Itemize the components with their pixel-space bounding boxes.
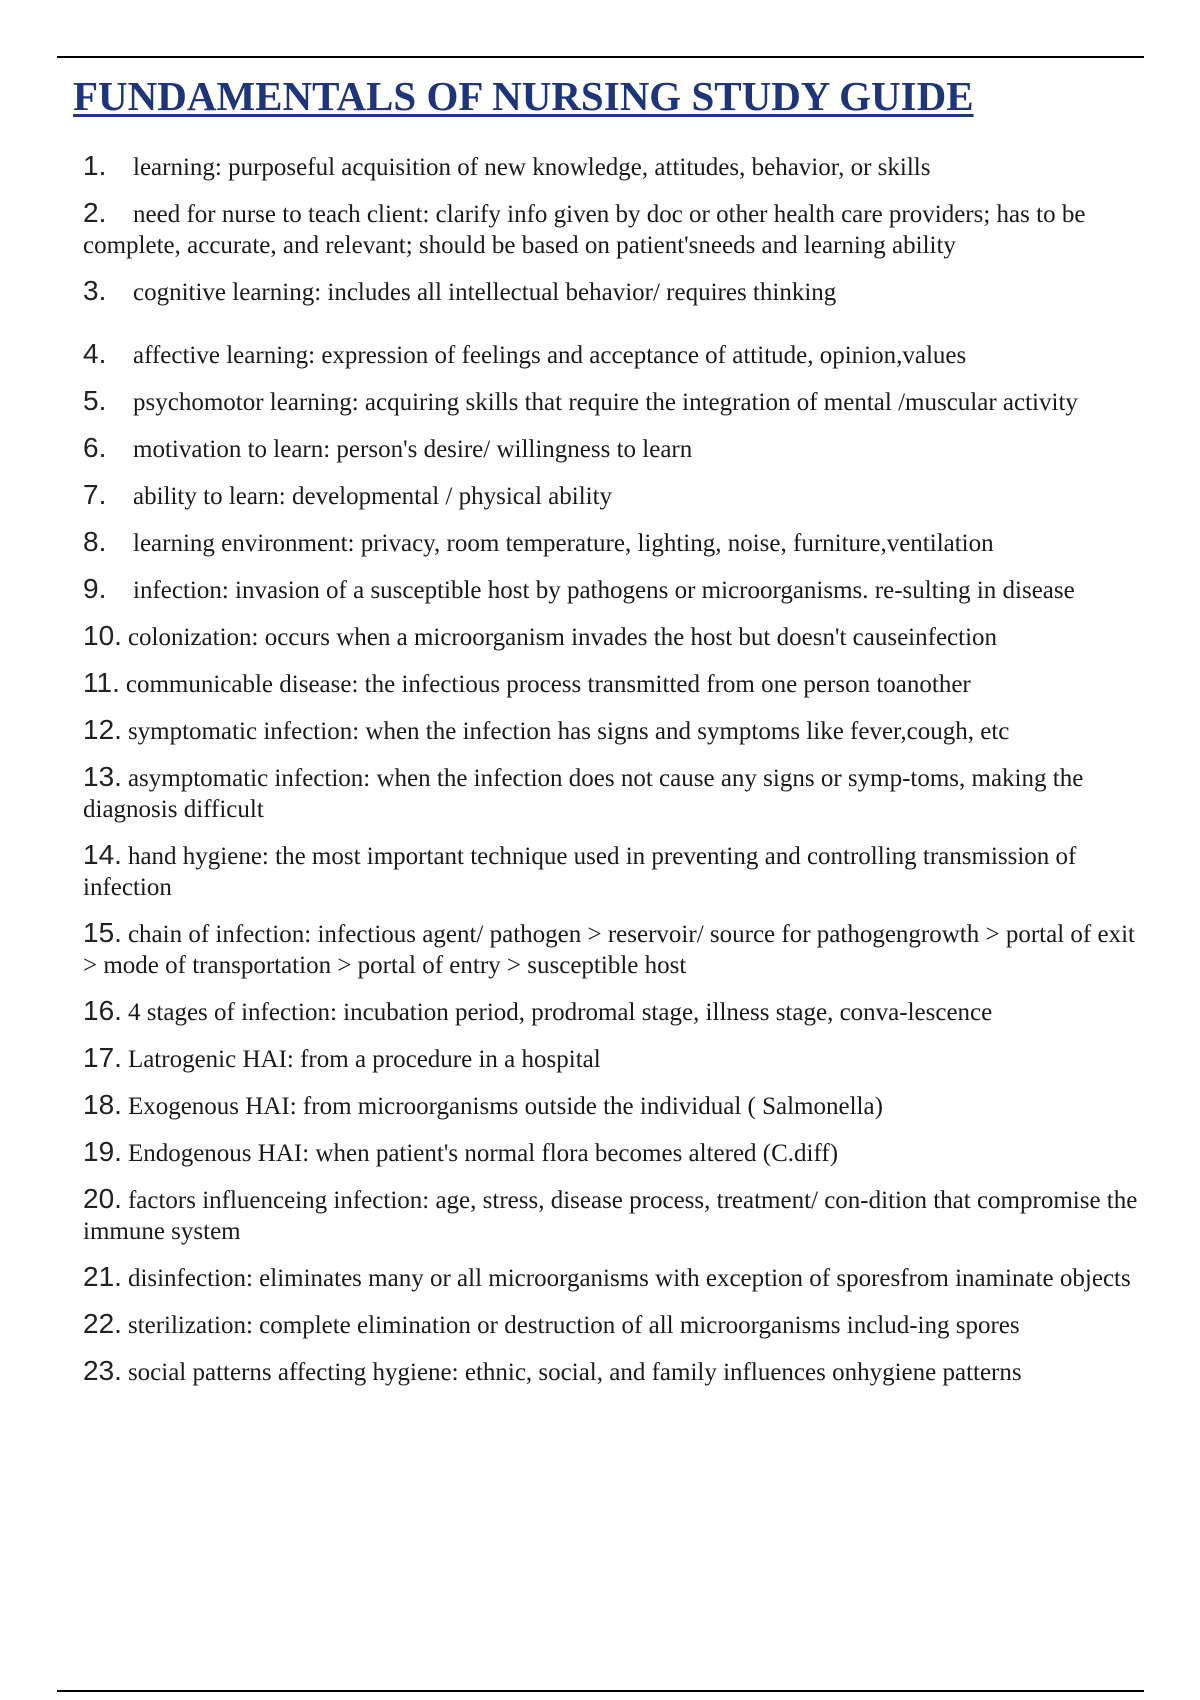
item-number: 16.	[83, 995, 122, 1026]
item-text: need for nurse to teach client: clarify info given by doc or other health care providers; has to be complete, accurate, and relevant; should be based on patient'sneeds and learning ability	[83, 201, 1086, 259]
list-item	[83, 1089, 1145, 1122]
item-number: 3.	[83, 275, 107, 306]
list-item	[83, 526, 1145, 559]
item-text: asymptomatic infection: when the infection does not cause any signs or symp-toms, making the diagnosis difficult	[83, 765, 1084, 823]
item-text: ability to learn: developmental / physical ability	[133, 483, 613, 510]
item-text: cognitive learning: includes all intellectual behavior/ requires thinking	[133, 279, 837, 306]
item-number: 2.	[83, 197, 107, 228]
bottom-rule	[57, 1690, 1144, 1692]
list-item	[83, 667, 1145, 700]
item-number: 12.	[83, 714, 122, 745]
list-item	[83, 275, 1145, 308]
item-text: symptomatic infection: when the infection has signs and symptoms like fever,cough, etc	[127, 718, 1010, 745]
item-text: learning: purposeful acquisition of new knowledge, attitudes, behavior, or skills	[133, 154, 931, 181]
item-number: 7.	[83, 479, 107, 510]
item-number: 11.	[83, 667, 120, 698]
list-item	[83, 432, 1145, 465]
item-text: disinfection: eliminates many or all microorganisms with exception of sporesfrom inaminate objects	[127, 1265, 1131, 1292]
list-item	[83, 1355, 1145, 1388]
item-text: Endogenous HAI: when patient's normal flora becomes altered (C.diff)	[127, 1140, 839, 1167]
study-item-list	[83, 150, 1145, 1402]
item-text: social patterns affecting hygiene: ethnic, social, and family influences onhygiene patterns	[127, 1359, 1022, 1386]
item-number: 15.	[83, 917, 122, 948]
list-item	[83, 1261, 1145, 1294]
item-text: sterilization: complete elimination or destruction of all microorganisms includ-ing spores	[127, 1312, 1020, 1339]
list-item	[83, 385, 1145, 418]
list-item	[83, 995, 1145, 1028]
list-item	[83, 573, 1145, 606]
item-text: communicable disease: the infectious process transmitted from one person toanother	[125, 671, 971, 698]
list-item	[83, 150, 1145, 183]
list-item	[83, 1136, 1145, 1169]
item-text: psychomotor learning: acquiring skills that require the integration of mental /muscular activity	[133, 389, 1078, 416]
item-number: 1.	[83, 150, 107, 181]
item-text: motivation to learn: person's desire/ willingness to learn	[133, 436, 693, 463]
list-item	[83, 839, 1145, 903]
item-text: factors influenceing infection: age, stress, disease process, treatment/ con-dition that compromise the immune system	[83, 1187, 1138, 1245]
item-number: 10.	[83, 620, 122, 651]
list-item	[83, 338, 1145, 371]
list-item	[83, 620, 1145, 653]
item-number: 19.	[83, 1136, 122, 1167]
item-number: 22.	[83, 1308, 122, 1339]
item-text: 4 stages of infection: incubation period, prodromal stage, illness stage, conva-lescence	[127, 999, 993, 1026]
item-number: 20.	[83, 1183, 122, 1214]
item-text: affective learning: expression of feelings and acceptance of attitude, opinion,values	[133, 342, 967, 369]
item-number: 6.	[83, 432, 107, 463]
item-number: 5.	[83, 385, 107, 416]
top-rule	[57, 56, 1144, 58]
item-number: 14.	[83, 839, 122, 870]
item-text: learning environment: privacy, room temperature, lighting, noise, furniture,ventilation	[133, 530, 994, 557]
item-text: infection: invasion of a susceptible host by pathogens or microorganisms. re-sulting in disease	[133, 577, 1075, 604]
item-text: Latrogenic HAI: from a procedure in a hospital	[127, 1046, 601, 1073]
item-text: hand hygiene: the most important technique used in preventing and controlling transmission of infection	[83, 843, 1077, 901]
item-number: 18.	[83, 1089, 122, 1120]
item-number: 23.	[83, 1355, 122, 1386]
list-item	[83, 1308, 1145, 1341]
item-text: chain of infection: infectious agent/ pathogen > reservoir/ source for pathogengrowth > portal of exit > mode of transportation > portal of entry > susceptible host	[83, 921, 1135, 979]
list-item	[83, 479, 1145, 512]
item-number: 9.	[83, 573, 107, 604]
item-number: 21.	[83, 1261, 122, 1292]
list-item	[83, 761, 1145, 825]
document-title: FUNDAMENTALS OF NURSING STUDY GUIDE	[73, 73, 974, 119]
item-number: 4.	[83, 338, 107, 369]
list-item	[83, 917, 1145, 981]
item-text: Exogenous HAI: from microorganisms outside the individual ( Salmonella)	[127, 1093, 883, 1120]
list-item	[83, 1183, 1145, 1247]
item-text: colonization: occurs when a microorganism invades the host but doesn't causeinfection	[127, 624, 998, 651]
list-item	[83, 714, 1145, 747]
item-number: 17.	[83, 1042, 122, 1073]
item-number: 13.	[83, 761, 122, 792]
list-item	[83, 1042, 1145, 1075]
list-item	[83, 197, 1145, 261]
item-number: 8.	[83, 526, 107, 557]
